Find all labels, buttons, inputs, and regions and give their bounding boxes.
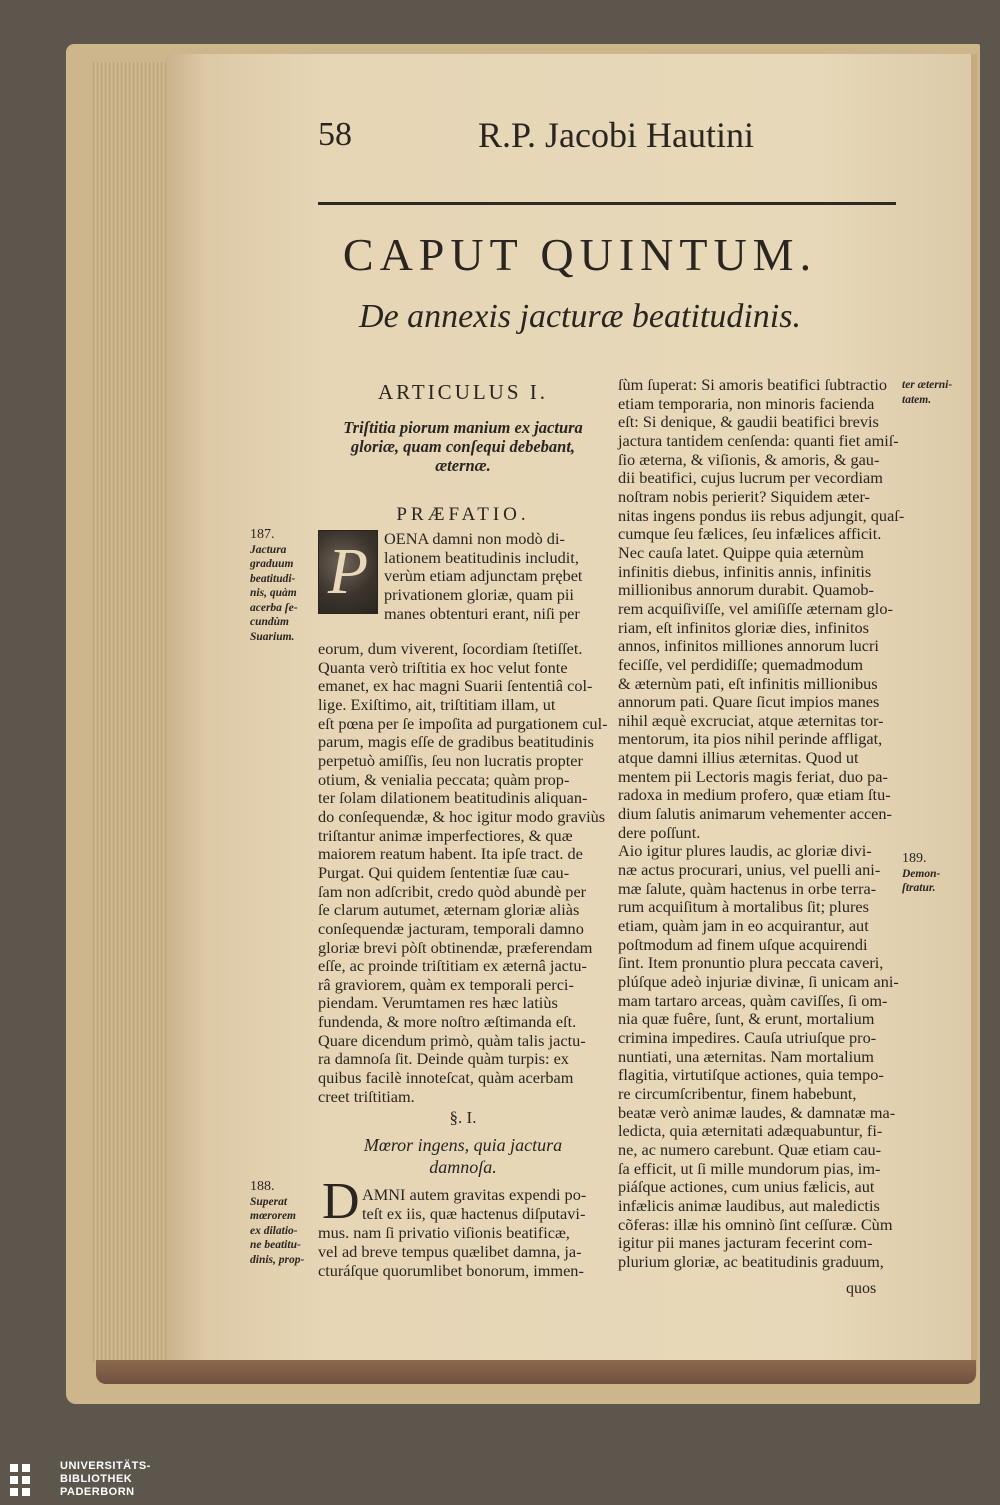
marginal-line: ne beatitu- xyxy=(250,1239,301,1251)
text-line: râ graviorem, quàm ex temporali perci- xyxy=(318,974,574,994)
text-line: fundenda, & more noſtro æſtimanda eſt. xyxy=(318,1012,577,1032)
library-logo-icon xyxy=(8,1462,48,1502)
text-line: infælicis animæ laudibus, aut maledictis xyxy=(618,1195,880,1215)
text-line: Purgat. Qui quidem ſententiæ ſuæ cau- xyxy=(318,862,570,882)
marginal-line: mœrorem xyxy=(250,1210,296,1222)
marginal-note-189 xyxy=(902,852,968,896)
text-line: riam, eſt infinitos gloriæ dies, infinitos xyxy=(618,617,869,637)
text-line: millionibus annorum durabit. Quamob- xyxy=(618,580,874,600)
text-line: næ actus procurari, unius, vel puelli ani- xyxy=(618,860,881,880)
catchword: quos xyxy=(846,1280,877,1297)
text-line: atque damni illius æternitas. Quod ut xyxy=(618,748,859,768)
marginal-note-188 xyxy=(250,1180,316,1267)
text-line: ne, ac numero carebunt. Quæ etiam cau- xyxy=(618,1139,882,1159)
text-line: noſtram nobis perierit? Siquidem æter- xyxy=(618,486,870,506)
text-line: mentorum, ita pios nihil perinde affligat, xyxy=(618,729,883,749)
left-column-text xyxy=(318,640,608,1106)
right-column-text xyxy=(618,375,905,1272)
text-line: dium ſalutis animarum vehementer accen- xyxy=(618,804,892,824)
text-line: eſt pœna per ſe impoſita ad purgationem cul- xyxy=(318,713,608,733)
text-line: ſe clarum autumet, æternam gloriæ aliàs xyxy=(318,900,580,920)
text-line: annos, infinitos milliones annorum lucri xyxy=(618,636,879,656)
text-line: Quare dicendum primò, quàm talis jactu- xyxy=(318,1030,586,1050)
marginal-number: 188. xyxy=(250,1179,275,1194)
library-logo xyxy=(8,1460,178,1500)
page-edges xyxy=(92,62,170,1362)
text-line: infinitis diebus, infinitis annis, infinitis xyxy=(618,561,872,581)
running-title: R.P. Jacobi Hautini xyxy=(478,115,754,155)
marginal-line: ex dilatio- xyxy=(250,1224,298,1237)
text-line: poſtmodum ad finem uſque acquirendi xyxy=(618,934,868,954)
marginal-line: ſtratur. xyxy=(902,882,936,894)
text-line: radoxa in medium profero, quæ etiam ſtu- xyxy=(618,785,891,805)
text-line: manes obtenturi erant, niſi per xyxy=(384,603,580,623)
text-line: mæ ſalute, quàm hactenus in orbe terra- xyxy=(618,878,877,898)
text-line: plurium gloriæ, ac beatitudinis graduum, xyxy=(618,1251,884,1271)
text-line: dere poſſunt. xyxy=(618,822,701,842)
text-line: eſſe, ac proinde triſtitiam ex æternâ jactu- xyxy=(318,956,587,976)
text-line: ter ſolam dilationem beatitudinis aliquan- xyxy=(318,788,588,808)
section-title xyxy=(318,1134,608,1178)
section-lead xyxy=(362,1185,612,1223)
marginal-number: 187. xyxy=(250,527,275,542)
text-line: gloriæ brevi pòſt obtinendæ, præferendam xyxy=(318,937,593,957)
text-line: ſam non adſcribit, credo quòd abundè per xyxy=(318,881,587,901)
marginal-line: dinis, prop- xyxy=(250,1253,305,1266)
page-number: 58 xyxy=(318,116,352,153)
drop-cap-letter: P xyxy=(327,535,369,608)
text-line: nuntiati, una æternitas. Nam mortalium xyxy=(618,1046,874,1066)
text-line: ſùm ſuperat: Si amoris beatifici ſubtractio xyxy=(618,375,888,394)
text-line: rum acquiſitum à mortalibus ſit; plures xyxy=(618,897,869,917)
text-line: quibus facilè innoteſcat, quàm acerbam xyxy=(318,1068,574,1088)
marginal-line: graduum xyxy=(250,558,294,570)
text-line: annorum pati. Quare ſicut impios manes xyxy=(618,692,880,712)
articulus-title-line: gloriæ, quam conſequi debebant, xyxy=(350,437,576,456)
logo-line: UNIVERSITÄTS- xyxy=(60,1460,151,1472)
text-line: cõferas: illæ his omninò ſint ceſſuræ. Cùm xyxy=(618,1214,893,1234)
text-line: parum, magis eſſe de gradibus beatitudinis xyxy=(318,732,594,752)
text-line: ſa efficit, ut ſi mille mundorum pias, im- xyxy=(618,1158,881,1178)
text-line: feciſſe, vel perdidiſſe; quemadmodum xyxy=(618,654,864,674)
marginal-number: 189. xyxy=(902,851,927,866)
marginal-note-187 xyxy=(250,528,316,644)
section-title-line: Mœror ingens, quia jactura xyxy=(363,1135,563,1155)
text-line: mus. nam ſi privatio viſionis beatificæ, xyxy=(318,1223,570,1242)
drop-cap-ornament xyxy=(318,530,378,614)
text-line: piendam. Verumtamen res hæc latiùs xyxy=(318,993,558,1013)
text-line: dii beatifici, cujus lucrum per vecordiam xyxy=(618,468,883,488)
text-line: triſtantur animæ imperfectiores, & quæ xyxy=(318,825,573,845)
praefatio-heading: PRÆFATIO. xyxy=(396,504,530,525)
chapter-title: CAPUT QUINTUM. xyxy=(342,229,818,280)
text-line: Nec cauſa latet. Quippe quia æternùm xyxy=(618,542,864,562)
text-line: otium, & venialia peccata; quàm prop- xyxy=(318,769,570,789)
text-line: verùm etiam adjunctam prębet xyxy=(384,566,583,586)
articulus-title-line: Triſtitia piorum manium ex jactura xyxy=(343,418,583,437)
section-text xyxy=(318,1223,608,1280)
text-line: conſequendæ jacturam, temporali damno xyxy=(318,918,584,938)
text-line: lationem beatitudinis includit, xyxy=(384,547,579,567)
text-line: ledicta, quia æternitati adæquabuntur, fi- xyxy=(618,1121,883,1141)
logo-line: BIBLIOTHEK xyxy=(60,1473,133,1485)
articulus-title xyxy=(318,418,608,475)
text-line: jactura tantidem cenſenda: quanti fiet amiſ- xyxy=(618,430,899,450)
text-line: nia quæ fuêre, ſunt, & erunt, mortalium xyxy=(618,1009,875,1029)
articulus-title-line: æternæ. xyxy=(435,456,491,475)
book-cover-edge xyxy=(96,1360,976,1384)
text-line: plúſque adeò injuriæ divinæ, ſi unicam ani- xyxy=(618,972,899,991)
section-title-line: damnoſa. xyxy=(429,1157,497,1177)
text-line: Aio igitur plures laudis, ac gloriæ divi- xyxy=(618,841,872,861)
text-line: piáſque actiones, cum unius fælicis, aut xyxy=(618,1177,875,1197)
text-line: & æternùm pati, eſt infinitis millionibus xyxy=(618,673,878,693)
text-line: do conſequendæ, & hoc igitur modo graviùs xyxy=(318,806,606,826)
marginal-line: Superat xyxy=(250,1195,288,1208)
text-line: etiam, quàm jam in eo acquirantur, aut xyxy=(618,916,869,936)
articulus-heading: ARTICULUS I. xyxy=(377,380,549,404)
marginal-line: Jactura xyxy=(250,543,287,556)
text-line: ſio æterna, & viſionis, & amoris, & gau- xyxy=(618,449,880,469)
marginal-line: beatitudi- xyxy=(250,572,296,585)
marginal-line: ter æterni- xyxy=(902,379,953,391)
header-rule xyxy=(318,202,896,205)
text-line: crimina impedires. Cauſa utriuſque pro- xyxy=(618,1027,877,1047)
text-line: re circumſcribentur, finem habebunt, xyxy=(618,1083,857,1103)
marginal-line: acerba ſe- xyxy=(250,601,298,614)
section-drop-cap: D xyxy=(322,1173,360,1230)
text-line: flagitia, virtutiſque actiones, quia tempo- xyxy=(618,1065,884,1085)
text-line: cumque ſeu fælices, ſeu infælices afficit. xyxy=(618,524,882,544)
text-line: vel ad breve tempus quælibet damna, ja- xyxy=(318,1242,582,1261)
lead-paragraph xyxy=(384,530,614,623)
text-line: rem acquiſiviſſe, vel amiſiſſe æternam glo- xyxy=(618,598,893,618)
marginal-note-top xyxy=(902,378,968,407)
text-line: maiorem reatum habent. Ita ipſe tract. de xyxy=(318,844,583,864)
text-line: igitur pii manes jacturam fecerint com- xyxy=(618,1233,873,1253)
text-line: emanet, ex hac magni Suarii ſententiâ col- xyxy=(318,676,593,696)
marginal-line: cundùm xyxy=(250,616,289,628)
logo-line: PADERBORN xyxy=(60,1486,135,1498)
text-line: OENA damni non modò di- xyxy=(384,529,565,548)
text-line: Quanta verò triſtitia ex hoc velut fonte xyxy=(318,657,568,677)
text-line: ſint. Item pronuntio plura peccata caveri, xyxy=(618,953,884,973)
text-line: eſt: Si denique, & gaudii beatifici brevis xyxy=(618,412,879,432)
text-line: privationem gloriæ, quam pii xyxy=(384,584,574,604)
marginal-line: Demon- xyxy=(902,867,941,880)
running-head xyxy=(318,110,898,160)
text-line: mentem pii Lectoris magis feriat, duo pa- xyxy=(618,766,888,786)
text-line: beatæ verò animæ laudes, & damnatæ ma- xyxy=(618,1102,896,1122)
text-line: creet triſtitiam. xyxy=(318,1086,415,1106)
library-logo-text xyxy=(60,1460,151,1499)
text-line: etiam temporaria, non minoris facienda xyxy=(618,393,875,413)
text-line: ra damnoſa ſit. Deinde quàm turpis: ex xyxy=(318,1049,569,1069)
text-line: cturáſque quorumlibet bonorum, immen- xyxy=(318,1261,584,1280)
text-line: perpetuò amiſſis, ſeu non lucratis propter xyxy=(318,750,583,770)
text-line: eorum, dum viverent, ſocordiam ſtetiſſet. xyxy=(318,639,583,658)
text-line: teſt ex iis, quæ hactenus diſputavi- xyxy=(362,1204,586,1223)
marginal-line: tatem. xyxy=(902,393,932,406)
text-line: mam tartaro arceas, quàm caviſſes, ſi om- xyxy=(618,990,888,1010)
text-line: AMNI autem gravitas expendi po- xyxy=(362,1185,587,1204)
text-line: nitas ingens pondus iis rebus adjungit, quaſ- xyxy=(618,505,905,525)
text-line: lige. Exiſtimo, ait, triſtitiam illam, ut xyxy=(318,694,556,714)
marginal-line: nis, quàm xyxy=(250,587,297,599)
marginal-line: Suarium. xyxy=(250,630,295,643)
chapter-subtitle: De annexis jacturæ beatitudinis. xyxy=(359,298,801,335)
text-line: nihil æquè excruciat, atque æternitas tor- xyxy=(618,710,884,730)
section-heading: §. I. xyxy=(449,1108,477,1127)
